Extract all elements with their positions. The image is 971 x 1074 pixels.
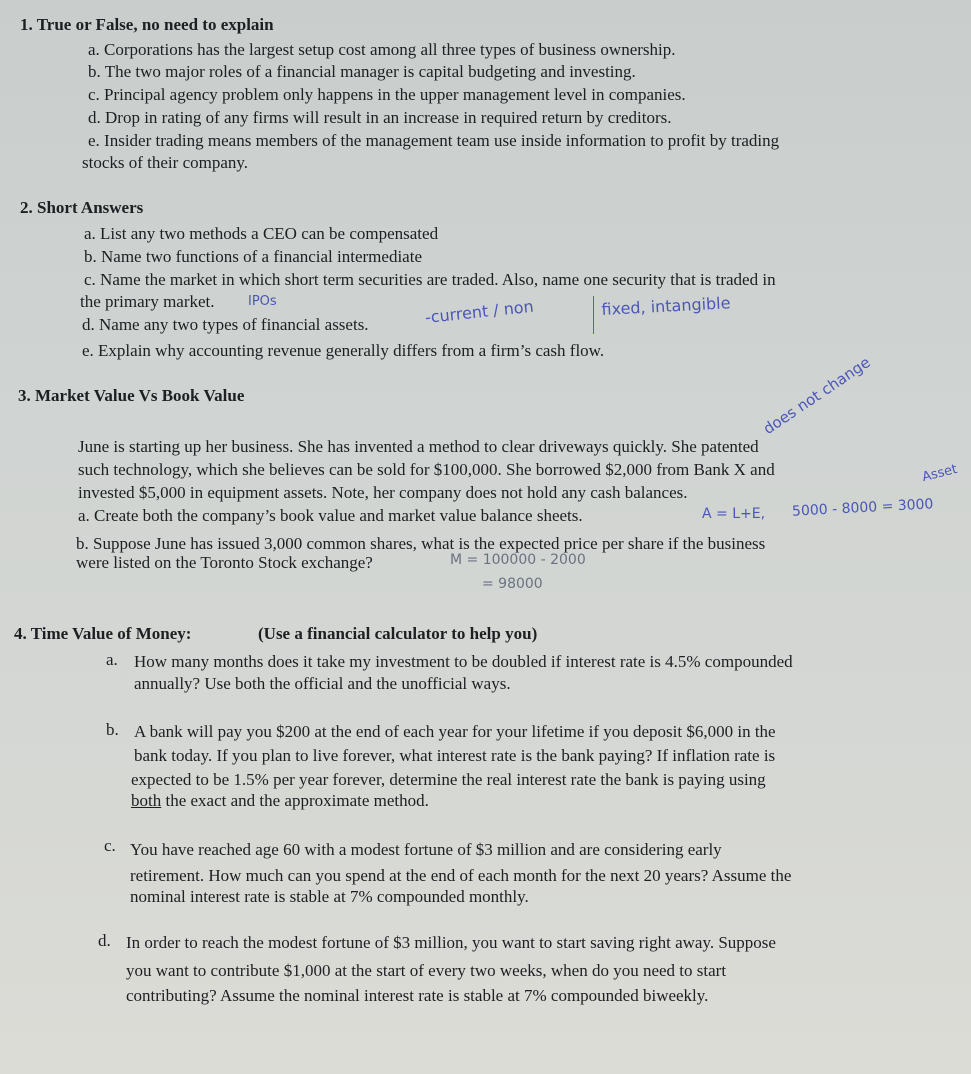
q1-item-a: a. Corporations has the largest setup cost among all three types of business ownership.: [88, 40, 676, 59]
q4-item-b-line3: expected to be 1.5% per year forever, determine the real interest rate the bank is paying using: [131, 770, 766, 789]
q4-item-d-marker: d.: [98, 931, 111, 950]
q1-item-e-line1: e. Insider trading means members of the management team use inside information to profit by trading: [88, 131, 780, 150]
q1-item-e-line2: stocks of their company.: [82, 153, 249, 172]
q4-item-c-marker: c.: [104, 836, 116, 855]
q4-item-c-line3: nominal interest rate is stable at 7% compounded monthly.: [130, 887, 529, 906]
q2-item-c-line2: the primary market.: [80, 292, 215, 311]
q1-item-b: b. The two major roles of a financial manager is capital budgeting and investing.: [88, 62, 636, 81]
handwritten-asset-calculation: 5000 - 8000 = 3000: [791, 496, 934, 520]
q4-item-b-line2: bank today. If you plan to live forever, what interest rate is the bank paying? If inflation rate is: [134, 746, 776, 765]
q3-paragraph-line2: such technology, which she believes can be sold for $100,000. She borrowed $2,000 from Bank X and: [78, 460, 775, 479]
q4-item-c-line2: retirement. How much can you spend at the end of each month for the next 20 years? Assume the: [130, 866, 792, 885]
q3-item-a: a. Create both the company’s book value and market value balance sheets.: [78, 506, 583, 525]
handwritten-current-non: -current / non: [424, 296, 535, 327]
q4-item-b-line1: A bank will pay you $200 at the end of each year for your lifetime if you deposit $6,000 in the: [134, 722, 776, 741]
q3-paragraph-line1: June is starting up her business. She has invented a method to clear driveways quickly. She patented: [78, 437, 759, 456]
handwritten-does-not-change: does not change: [759, 353, 874, 438]
q4-item-d-line2: you want to contribute $1,000 at the start of every two weeks, when do you need to start: [126, 961, 727, 980]
q3-item-b-line2: were listed on the Toronto Stock exchange?: [76, 553, 373, 572]
q4-title-note: (Use a financial calculator to help you): [258, 624, 538, 643]
q2-item-c-line1: c. Name the market in which short term securities are traded. Also, name one security that is traded in: [84, 270, 776, 289]
q4-item-d-line1: In order to reach the modest fortune of $3 million, you want to start saving right away. Suppose: [126, 933, 776, 952]
q1-title: 1. True or False, no need to explain: [20, 15, 274, 34]
handwritten-market-result: = 98000: [482, 576, 543, 592]
q1-item-c: c. Principal agency problem only happens in the upper management level in companies.: [88, 85, 686, 104]
handwritten-fixed-intangible: fixed, intangible: [601, 293, 731, 319]
q4-item-a-marker: a.: [106, 650, 118, 669]
q4-title: 4. Time Value of Money:: [14, 624, 192, 643]
q2-item-a: a. List any two methods a CEO can be compensated: [84, 224, 439, 243]
q2-item-d: d. Name any two types of financial assets.: [82, 315, 369, 334]
q1-item-d: d. Drop in rating of any firms will result in an increase in required return by creditors.: [88, 108, 672, 127]
handwritten-divider: [593, 296, 594, 334]
q2-item-b: b. Name two functions of a financial intermediate: [84, 247, 422, 266]
handwritten-equation: A = L+E,: [702, 506, 766, 522]
handwritten-ipos: IPOs: [248, 294, 277, 309]
q4-item-b-underlined-word: both: [131, 791, 162, 810]
q4-item-b-marker: b.: [106, 720, 119, 739]
handwritten-market-calculation: M = 100000 - 2000: [450, 552, 586, 568]
q4-item-a-line1: How many months does it take my investment to be doubled if interest rate is 4.5% compounded: [134, 652, 793, 671]
q4-item-b-line4: [131, 791, 429, 811]
q3-item-b-line1: b. Suppose June has issued 3,000 common shares, what is the expected price per share if the business: [76, 534, 766, 553]
q3-title: 3. Market Value Vs Book Value: [18, 386, 245, 405]
q2-title: 2. Short Answers: [20, 198, 144, 217]
q4-item-b-line4-rest: the exact and the approximate method.: [161, 791, 429, 810]
q4-item-a-line2: annually? Use both the official and the unofficial ways.: [134, 674, 511, 693]
q3-paragraph-line3: invested $5,000 in equipment assets. Note, her company does not hold any cash balances.: [78, 483, 688, 502]
q4-item-c-line1: You have reached age 60 with a modest fortune of $3 million and are considering early: [130, 840, 722, 859]
q4-item-d-line3: contributing? Assume the nominal interest rate is stable at 7% compounded biweekly.: [126, 986, 709, 1005]
handwritten-asset: Asset: [920, 461, 959, 486]
q2-item-e: e. Explain why accounting revenue generally differs from a firm’s cash flow.: [82, 341, 605, 360]
